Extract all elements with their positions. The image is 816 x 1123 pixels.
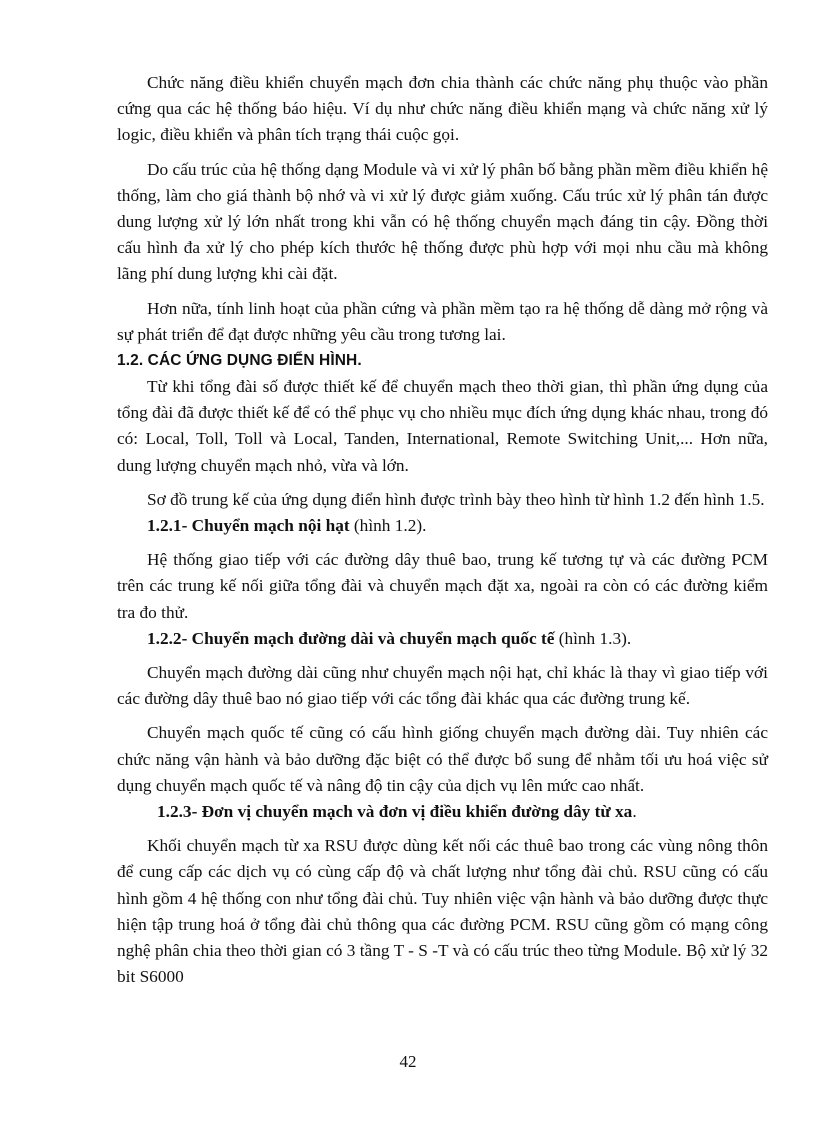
paragraph-6: Hệ thống giao tiếp với các đường dây thuê bao, trung kế tương tự và các đường PCM trên các trung kế nối giữa tổng đài và chuyển mạch đặt xa, ngoài ra còn có các đường kiểm tra đo thử. (117, 550, 768, 622)
paragraph-9: Khối chuyển mạch từ xa RSU được dùng kết nối các thuê bao trong các vùng nông thôn để cung cấp các dịch vụ có cùng cấp độ và chất lượng như tổng đài chủ. RSU cũng có cấu hình gồm 4 hệ thống con như tổng đài chủ. Tuy nhiên việc vận hành và bảo dưỡng được thực hiện tập trung hoá ở tổng đài chủ thông qua các đường PCM. RSU cũng gồm có mạng công nghệ phân chia theo thời gian có 3 tầng T - S -T và có cấu trúc theo từng Module. Bộ xử lý 32 bit S6000 (117, 836, 768, 987)
subsection-3-heading (117, 799, 768, 825)
paragraph-4: Từ khi tổng đài số được thiết kế để chuyển mạch theo thời gian, thì phần ứng dụng của tổng đài đã được thiết kế để có thể phục vụ cho nhiều mục đích ứng dụng khác nhau, trong đó có: Local, Toll, Toll và Local, Tanden, International, Remote Switching Unit,... Hơn nữa, dung lượng chuyển mạch nhỏ, vừa và lớn. (117, 377, 768, 475)
paragraph-7: Chuyển mạch đường dài cũng như chuyển mạch nội hạt, chỉ khác là thay vì giao tiếp với các đường dây thuê bao nó giao tiếp với các tổng đài khác qua các đường trung kế. (117, 663, 768, 709)
subsection-3-ref: . (632, 802, 637, 822)
subsection-2-heading (117, 626, 768, 652)
subsection-1-heading (117, 513, 768, 539)
text-column (117, 70, 768, 991)
section-heading: 1.2. CÁC ỨNG DỤNG ĐIỂN HÌNH. (117, 352, 362, 370)
page-number: 42 (399, 1052, 417, 1071)
paragraph-1: Chức năng điều khiển chuyển mạch đơn chia thành các chức năng phụ thuộc vào phần cứng qua các hệ thống báo hiệu. Ví dụ như chức năng điều khiển mạng và chức năng xử lý logic, điều khiển và phân tích trạng thái cuộc gọi. (117, 73, 768, 145)
paragraph-5: Sơ đồ trung kế của ứng dụng điển hình được trình bày theo hình từ hình 1.2 đến hình 1.5. (147, 489, 765, 509)
paragraph-8: Chuyển mạch quốc tế cũng có cấu hình giống chuyển mạch đường dài. Tuy nhiên các chức năng vận hành và bảo dưỡng đặc biệt có thể được bổ sung để nhằm tối ưu hoá việc sử dụng chuyển mạch quốc tế và nâng độ tin cậy của dịch vụ lên mức cao nhất. (117, 723, 768, 795)
subsection-3-title: 1.2.3- Đơn vị chuyển mạch và đơn vị điều khiển đường dây từ xa (157, 802, 633, 822)
paragraph-3: Hơn nữa, tính linh hoạt của phần cứng và phần mềm tạo ra hệ thống dễ dàng mở rộng và sự phát triển để đạt được những yêu cầu trong tương lai. (117, 298, 768, 344)
subsection-2-title: 1.2.2- Chuyển mạch đường dài và chuyển mạch quốc tế (147, 628, 555, 648)
subsection-1-ref: (hình 1.2). (349, 516, 427, 536)
subsection-1-title: 1.2.1- Chuyển mạch nội hạt (147, 516, 350, 536)
subsection-2-ref: (hình 1.3). (554, 628, 632, 648)
paragraph-2: Do cấu trúc của hệ thống dạng Module và vi xử lý phân bố bằng phần mềm điều khiển hệ thống, làm cho giá thành bộ nhớ và vi xử lý được giảm xuống. Cấu trúc xử lý phân tán được dung lượng xử lý lớn nhất trong khi vẫn có hệ thống chuyển mạch đáng tin cậy. Đồng thời cấu hình đa xử lý cho phép kích thước hệ thống được phù hợp với mọi nhu cầu mà không lãng phí dung lượng khi cài đặt. (117, 159, 768, 284)
